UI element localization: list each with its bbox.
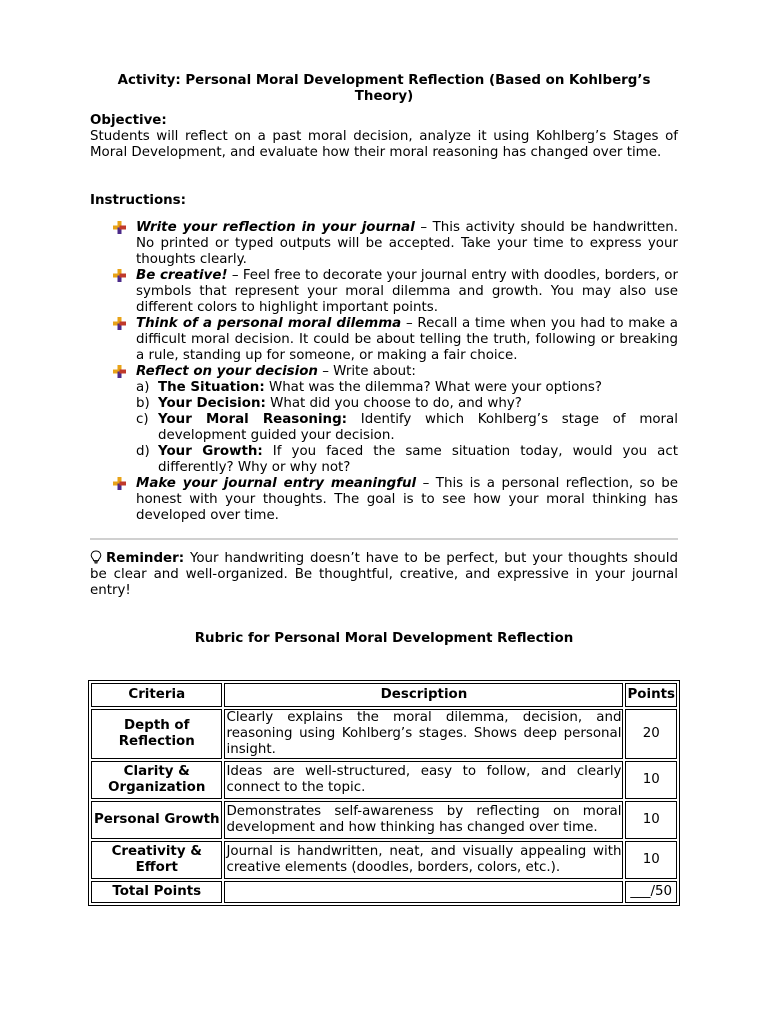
instruction-text: – Feel free to decorate your journal entry with doodles, borders, or symbols that represent your moral dilemma and growth. You may also use different colors to highlight important points. <box>136 268 678 315</box>
instruction-item <box>90 268 678 316</box>
rubric-header-description: Description <box>224 683 623 707</box>
sublist-text: What was the dilemma? What were your options? <box>264 380 602 395</box>
instruction-text: – This is a personal reflection, so be honest with your thoughts. The goal is to see how your moral thinking has developed over time. <box>136 476 678 523</box>
instruction-lead: Make your journal entry meaningful <box>136 476 417 491</box>
sublist-letter: c) <box>136 412 149 427</box>
sublist-item <box>136 412 678 444</box>
rubric-points: 10 <box>625 761 677 799</box>
rubric-row <box>91 709 677 759</box>
instruction-text: – This activity should be handwritten. No printed or typed outputs will be accepted. Take your time to express your thoughts clearly. <box>136 220 678 267</box>
objective-text: Students will reflect on a past moral decision, analyze it using Kohlberg’s Stages of Moral Development, and evaluate how their moral reasoning has changed over time. <box>90 129 678 160</box>
rubric-table <box>88 680 680 906</box>
instructions-list <box>90 220 678 524</box>
rubric-total-row <box>91 881 677 903</box>
reflection-sublist <box>136 380 678 476</box>
plus-bullet-icon <box>113 269 126 282</box>
rubric-row <box>91 801 677 839</box>
rubric-total-label: Total Points <box>91 881 222 903</box>
instruction-item <box>90 220 678 268</box>
plus-bullet-icon <box>113 221 126 234</box>
reminder-text: Your handwriting doesn’t have to be perfect, but your thoughts should be clear and well-organized. Be thoughtful, creative, and expressive in your journal entry! <box>90 551 678 598</box>
sublist-letter: d) <box>136 444 150 459</box>
sublist-item <box>136 444 678 476</box>
rubric-description: Journal is handwritten, neat, and visually appealing with creative elements (doodles, borders, colors, etc.). <box>224 841 623 879</box>
rubric-header-criteria: Criteria <box>91 683 222 707</box>
instruction-item <box>90 364 678 476</box>
plus-bullet-icon <box>113 365 126 378</box>
rubric-row <box>91 761 677 799</box>
rubric-criteria: Depth of Reflection <box>91 709 222 759</box>
sublist-letter: a) <box>136 380 150 395</box>
document-title: Activity: Personal Moral Development Reflection (Based on Kohlberg’s Theory) <box>117 73 651 104</box>
sublist-text: If you faced the same situation today, would you act differently? Why or why not? <box>158 444 679 475</box>
sublist-label: The Situation: <box>158 380 265 395</box>
rubric-points: 10 <box>625 841 677 879</box>
sublist-label: Your Decision: <box>158 396 266 411</box>
rubric-header-points: Points <box>625 683 677 707</box>
instruction-item <box>90 476 678 524</box>
objective-section <box>90 113 678 161</box>
instruction-text: – Write about: <box>317 364 416 379</box>
sublist-letter: b) <box>136 396 150 411</box>
lightbulb-icon <box>90 550 102 564</box>
rubric-total-description <box>224 881 623 903</box>
rubric-total-points: ___/50 <box>625 881 677 903</box>
instruction-lead: Write your reflection in your journal <box>136 220 415 235</box>
instructions-section <box>90 193 678 524</box>
rubric-header-row <box>91 683 677 707</box>
plus-bullet-icon <box>113 317 126 330</box>
sublist-label: Your Moral Reasoning: <box>158 412 348 427</box>
rubric-description: Clearly explains the moral dilemma, decision, and reasoning using Kohlberg’s stages. Shows deep personal insight. <box>226 710 622 757</box>
rubric-title: Rubric for Personal Moral Development Reflection <box>194 631 574 646</box>
rubric-description: Ideas are well-structured, easy to follow, and clearly connect to the topic. <box>224 761 623 799</box>
section-divider <box>90 538 678 540</box>
rubric-row <box>91 841 677 879</box>
rubric-description: Demonstrates self-awareness by reflecting on moral development and how thinking has changed over time. <box>224 801 623 839</box>
sublist-text: Identify which Kohlberg’s stage of moral development guided your decision. <box>158 412 678 443</box>
rubric-points: 20 <box>625 709 677 759</box>
sublist-item <box>136 396 678 412</box>
sublist-text: What did you choose to do, and why? <box>265 396 522 411</box>
instruction-lead: Reflect on your decision <box>136 364 318 379</box>
rubric-criteria: Creativity & Effort <box>91 841 222 879</box>
instruction-lead: Think of a personal moral dilemma <box>136 316 402 331</box>
objective-heading: Objective: <box>90 113 167 128</box>
plus-bullet-icon <box>113 477 126 490</box>
rubric-points: 10 <box>625 801 677 839</box>
reminder-note <box>90 550 678 599</box>
rubric-criteria: Personal Growth <box>91 801 222 839</box>
rubric-criteria: Clarity & Organization <box>91 761 222 799</box>
sublist-label: Your Growth: <box>158 444 263 459</box>
reminder-label: Reminder: <box>106 551 185 566</box>
instruction-item <box>90 316 678 364</box>
sublist-item <box>136 380 678 396</box>
instruction-lead: Be creative! <box>136 268 228 283</box>
instructions-heading: Instructions: <box>90 193 187 208</box>
instruction-text: – Recall a time when you had to make a difficult moral decision. It could be about telling the truth, following or breaking a rule, standing up for someone, or making a fair choice. <box>136 316 679 363</box>
